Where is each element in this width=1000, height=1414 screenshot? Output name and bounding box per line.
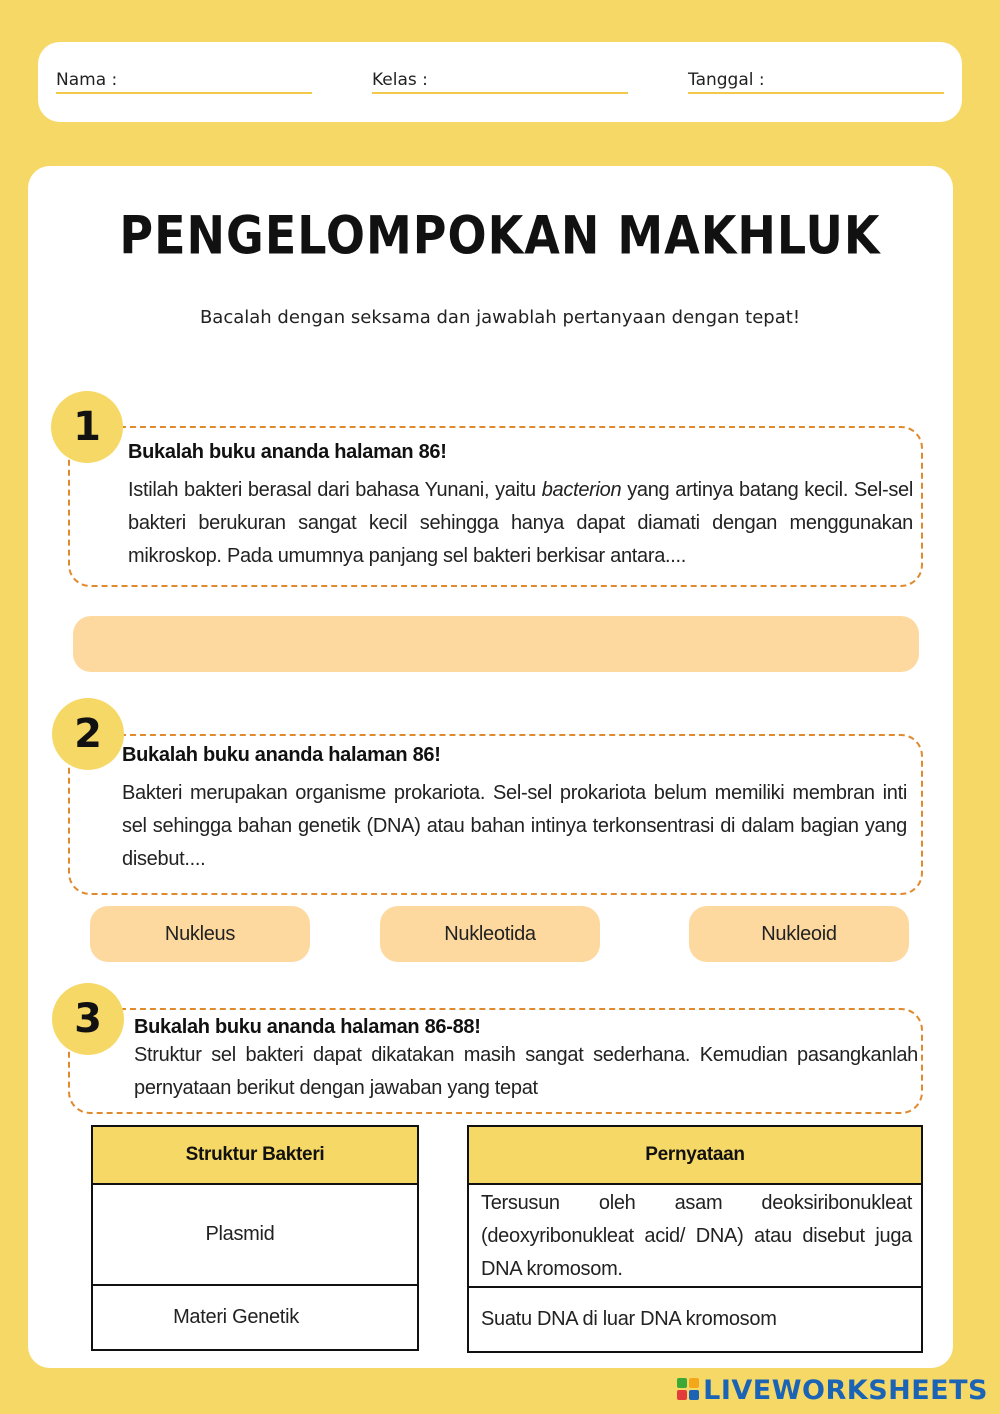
instructions: Bacalah dengan seksama dan jawablah pertanyaan dengan tepat! [199,307,801,328]
structure-header: Struktur Bakteri [92,1126,418,1184]
brand-name: LIVEWORKSHEETS [703,1375,988,1406]
question-2-text: Bakteri merupakan organisme prokariota. Sel-sel prokariota belum memiliki membran inti sel sehingga bahan genetik (DNA) atau bahan intinya terkonsentrasi di dalam bagian yang disebut.... [122,782,907,870]
question-3-heading: Bukalah buku ananda halaman 86-88! [134,1016,481,1038]
name-label: Nama : [56,70,118,90]
structure-table [91,1125,419,1351]
question-3-text: Struktur sel bakteri dapat dikatakan masih sangat sederhana. Kemudian pasangkanlah pernyataan berikut dengan jawaban yang tepat [134,1044,918,1099]
structure-genetic-material-cell[interactable]: Materi Genetik [92,1285,418,1350]
question-2-number: 2 [52,698,124,770]
question-1-heading: Bukalah buku ananda halaman 86! [128,441,447,463]
option-nukleus-button[interactable]: Nukleus [90,906,310,962]
structure-plasmid-cell[interactable]: Plasmid [92,1184,418,1285]
option-nukleoid-button[interactable]: Nukleoid [689,906,909,962]
statement-header: Pernyataan [468,1126,922,1184]
question-1-answer-input[interactable] [73,616,919,672]
question-1-text: Istilah bakteri berasal dari bahasa Yunani, yaitu bacterion yang artinya batang kecil. Sel-sel bakteri berukuran sangat kecil sehingga hanya dapat diamati dengan menggunakan mikroskop. Pada umumnya panjang sel bakteri berkisar antara.... [128,479,913,567]
page-title: PENGELOMPOKAN MAKHLUK [119,203,881,267]
class-label: Kelas : [372,70,428,90]
question-3-number: 3 [52,983,124,1055]
class-field[interactable] [372,68,628,94]
question-1-number: 1 [51,391,123,463]
option-nukleotida-button[interactable]: Nukleotida [380,906,600,962]
date-label: Tanggal : [688,70,765,90]
student-info-card [38,42,962,122]
statement-plasmid-cell[interactable]: Suatu DNA di luar DNA kromosom [468,1287,922,1352]
date-field[interactable] [688,68,944,94]
question-2-heading: Bukalah buku ananda halaman 86! [122,744,441,766]
liveworksheets-logo [677,1375,988,1406]
statement-dna-chromosome-cell[interactable]: Tersusun oleh asam deoksiribonukleat (deoxyribonukleat acid/ DNA) atau disebut juga DNA kromosom. [468,1184,922,1287]
statement-table [467,1125,923,1353]
liveworksheets-icon [677,1378,699,1400]
name-field[interactable] [56,68,312,94]
